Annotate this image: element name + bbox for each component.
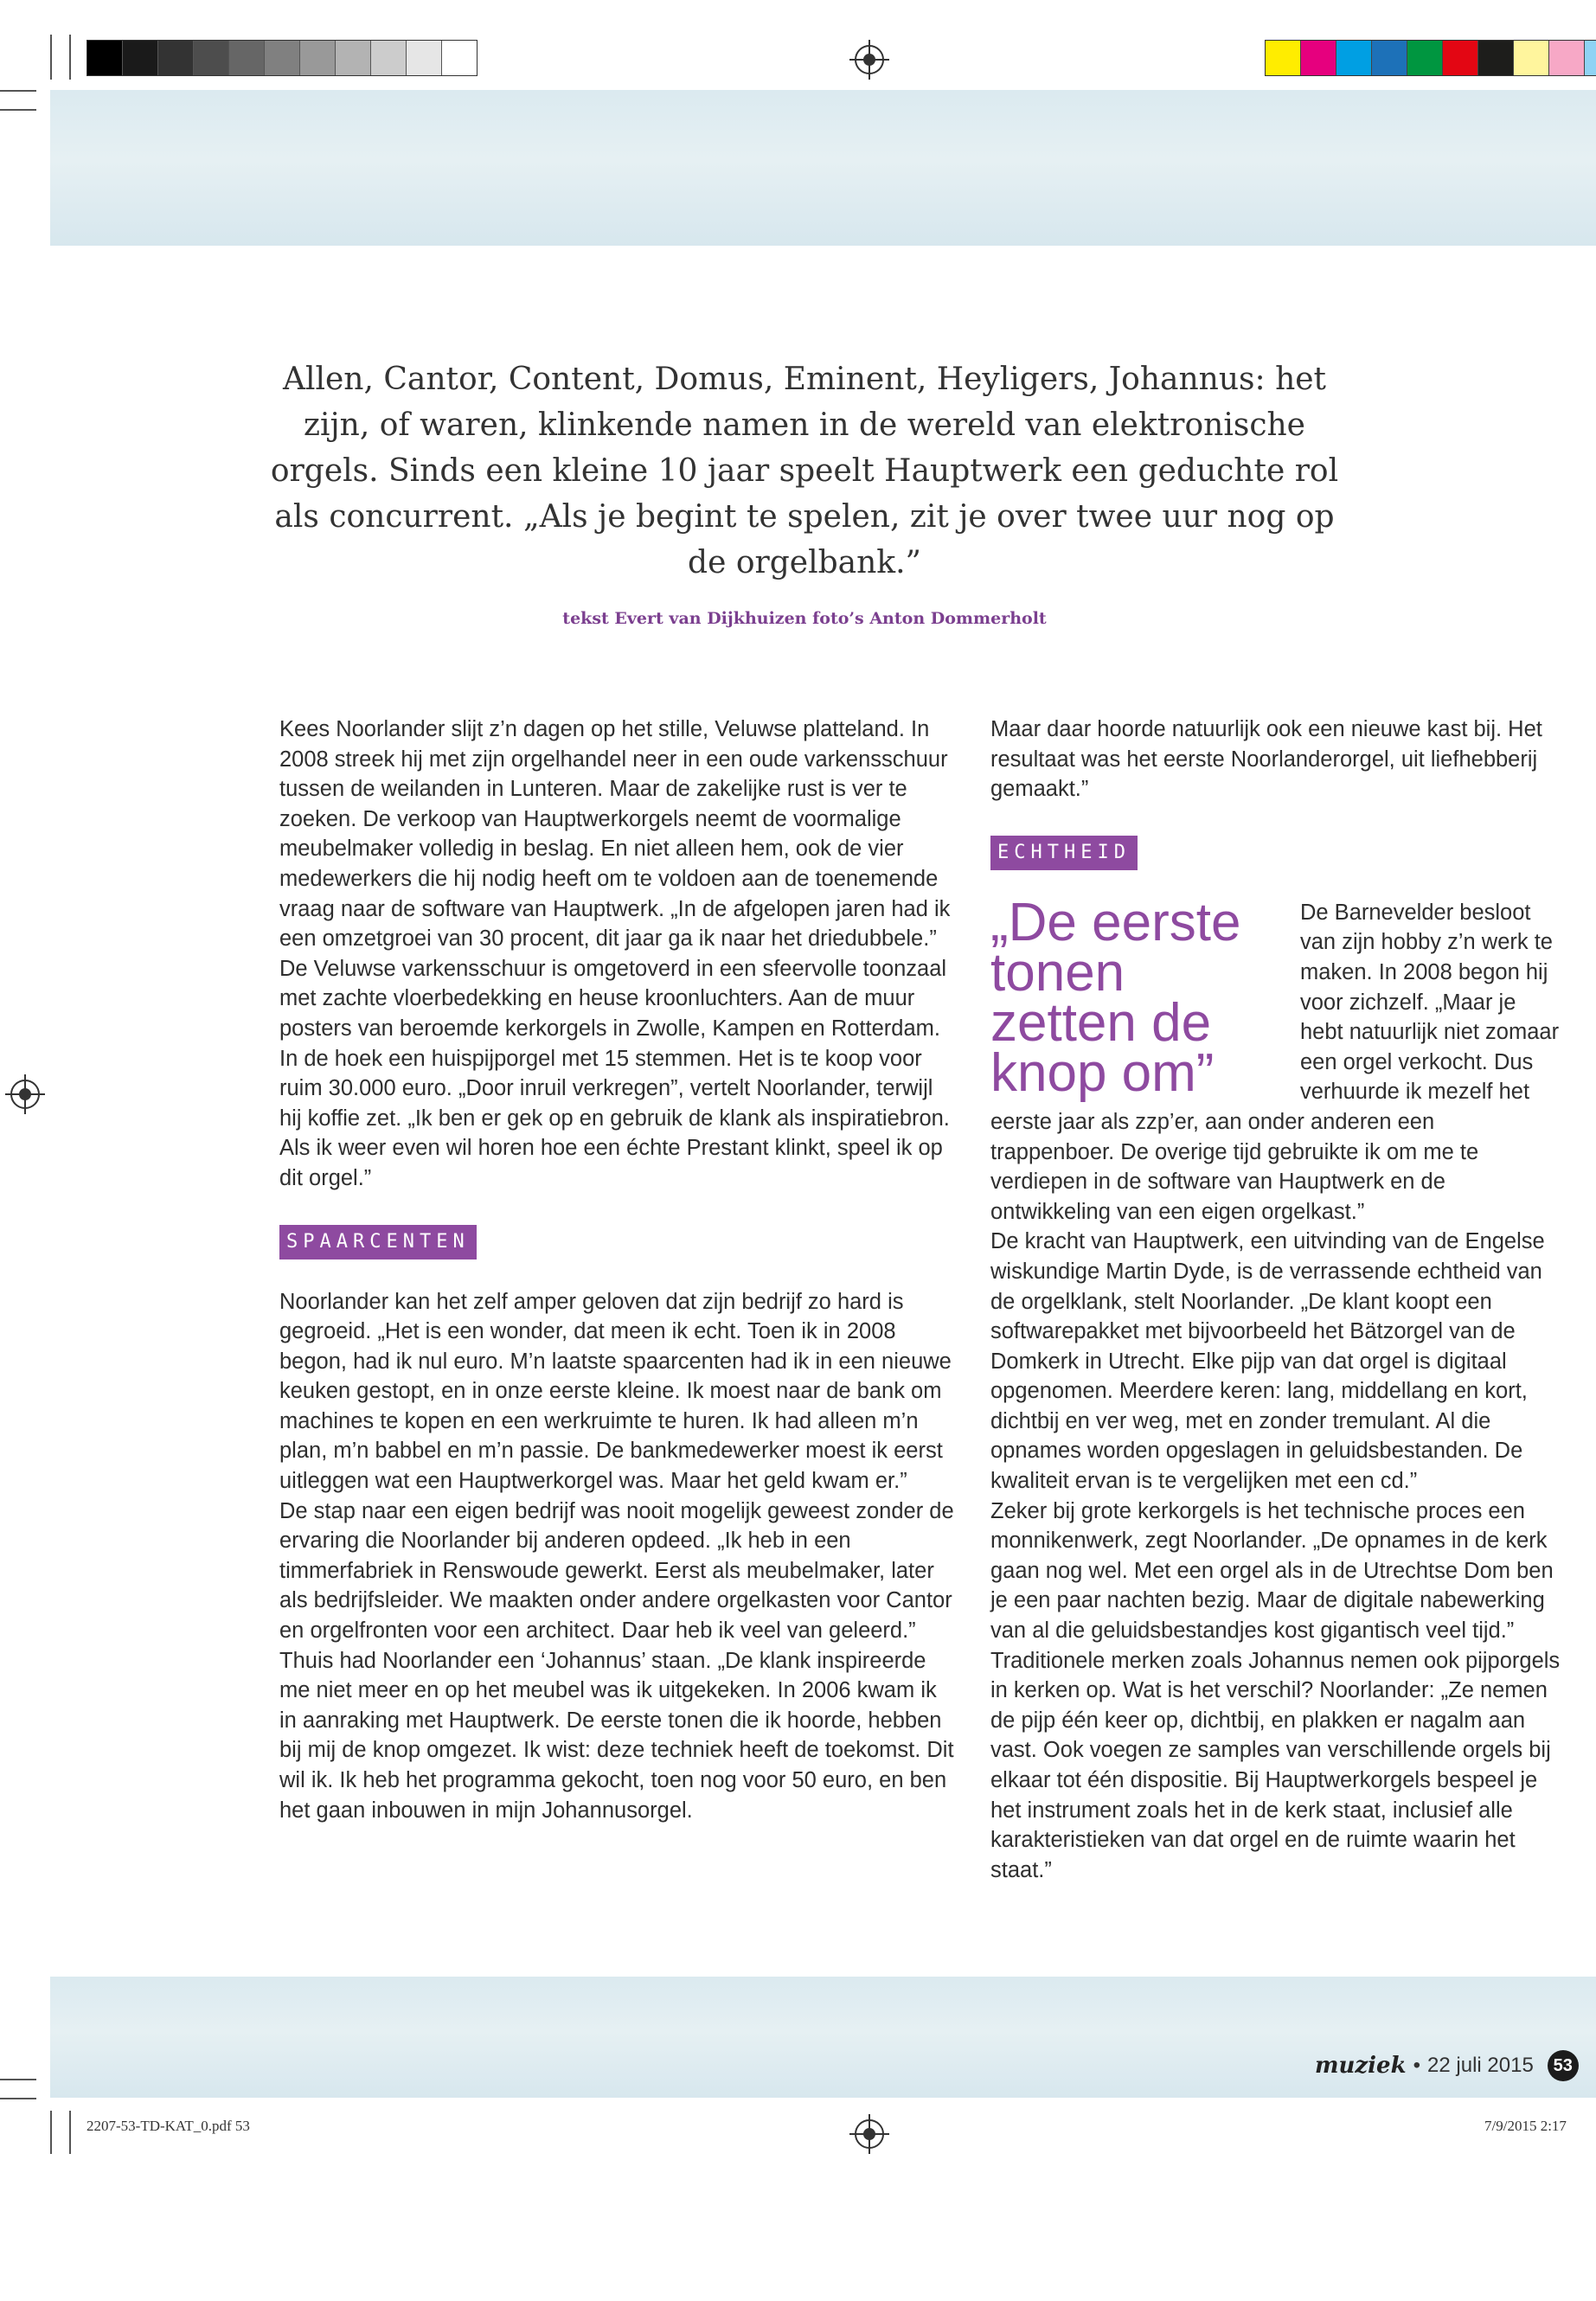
- paragraph: Noorlander kan het zelf amper geloven dat zijn bedrijf zo hard is gegroeid. „Het is een wonder, dat meen ik echt. Toen ik in 2008 begon, had ik nul euro. M’n laatste spaarcenten had ik in een nieuwe keuken gestopt, en in onze eerste kleine. Ik moest naar de bank om machines te kopen en een werkruimte te huren. Ik had alleen m’n plan, m’n babbel en m’n passie. De bankmedewerker moest ik eerst uitleggen wat een Hauptwerkorgel was. Maar het geld kwam er.”: [279, 1289, 952, 1494]
- grey-swatch: [265, 41, 300, 75]
- grey-swatch: [336, 41, 371, 75]
- grey-swatch: [158, 41, 194, 75]
- paragraph: De kracht van Hauptwerk, een uitvinding van de Engelse wiskundige Martin Dyde, is de verrassende echtheid van de orgelklank, stelt Noorlander. „De klant koopt een softwarepakket met bijvoorbeeld het Bätzorgel van de Domkerk in Utrecht. Elke pijp van dat orgel is digitaal opgenomen. Meerdere keren: lang, middellang en kort, dichtbij en ver weg, met en zonder tremulant. Al die opnames worden opgeslagen in geluidsbestanden. De kwaliteit ervan is te vergelijken met een cd.”: [990, 1229, 1545, 1494]
- color-swatch: [1443, 41, 1478, 75]
- grey-swatch: [371, 41, 407, 75]
- crop-mark: [0, 2079, 36, 2080]
- paragraph: Kees Noorlander slijt z’n dagen op het stille, Veluwse platteland. In 2008 streek hij met zijn orgelhandel neer in een oude varkensschuur tussen de weilanden in Lunteren. Maar de zakelijke rust is ver te zoeken. De verkoop van Hauptwerkorgels neemt de voormalige meubelmaker volledig in beslag. En niet alleen hem, ook de vier medewerkers die hij nodig heeft om te voldoen aan de toenemende vraag naar de software van Hauptwerk. „In de afgelopen jaren had ik een omzetgroei van 30 procent, dit jaar ga ik naar het driedubbele.”: [279, 717, 951, 952]
- crop-mark: [50, 35, 52, 80]
- color-swatch: [1514, 41, 1549, 75]
- paragraph: De Veluwse varkensschuur is omgetoverd in een sfeervolle toonzaal met zachte vloerbedekking en heuse kroonluchters. Aan de muur posters van beroemde kerkorgels in Zwolle, Kampen en Rotterdam. In de hoek een huispijporgel met 15 stemmen. Het is te koop voor ruim 30.000 euro. „Door inruil verkregen”, vertelt Noorlander, terwijl hij koffie zet. „Ik ben er gek op en gebruik de klank als inspiratiebron. Als ik weer even wil horen hoe een échte Prestant klinkt, speel ik op dit orgel.”: [279, 956, 950, 1190]
- registration-mark-icon: [10, 1080, 40, 1109]
- page-number: 53: [1548, 2050, 1579, 2081]
- color-swatch: [1478, 41, 1514, 75]
- print-slug-filename: 2207-53-TD-KAT_0.pdf 53: [87, 2118, 250, 2134]
- magazine-brand: muziek: [1315, 2053, 1407, 2079]
- crop-mark: [0, 2098, 36, 2099]
- section-heading-echtheid: ECHTHEID: [990, 836, 1138, 870]
- paragraph: Zeker bij grote kerkorgels is het technische proces een monnikenwerk, zegt Noorlander. „De opnames in de kerk gaan nog wel. Met een orgel als in de Utrechtse Dom ben je een paar nachten bezig. Maar de digitale nabewerking van al die geluidsbestandjes kost gigantisch veel tijd.”: [990, 1498, 1554, 1644]
- paragraph: Maar daar hoorde natuurlijk ook een nieuwe kast bij. Het resultaat was het eerste Noorlanderorgel, uit liefhebberij gemaakt.”: [990, 717, 1542, 802]
- issue-date: 22 juli 2015: [1427, 2054, 1534, 2077]
- grey-swatch: [87, 41, 123, 75]
- paragraph: Thuis had Noorlander een ‘Johannus’ staan. „De klank inspireerde me niet meer en op het meubel was ik uitgekeken. In 2006 kwam ik in aanraking met Hauptwerk. De eerste tonen die ik hoorde, hebben bij mij de knop omgezet. Ik wist: deze techniek heeft de toekomst. Dit wil ik. Ik heb het programma gekocht, toen nog voor 50 euro, en ben het gaan inbouwen in mijn Johannusorgel.: [279, 1648, 954, 1823]
- registration-mark-icon: [855, 2119, 884, 2149]
- grey-swatch: [407, 41, 442, 75]
- print-slug-timestamp: 7/9/2015 2:17: [1484, 2118, 1567, 2134]
- registration-mark-icon: [855, 45, 884, 74]
- color-swatch: [1372, 41, 1407, 75]
- color-swatch: [1336, 41, 1372, 75]
- article-column-left: [279, 715, 954, 1825]
- color-swatch: [1549, 41, 1585, 75]
- byline-credit: tekst Evert van Dijkhuizen foto’s Anton Dommerholt: [562, 609, 1047, 628]
- paragraph-with-pullquote: [990, 892, 1561, 1227]
- crop-mark: [0, 109, 36, 111]
- section-heading-spaarcenten: SPAARCENTEN: [279, 1225, 477, 1259]
- grey-calibration-bar: [87, 40, 478, 76]
- paragraph: De stap naar een eigen bedrijf was nooit mogelijk geweest zonder de ervaring die Noorlander bij anderen opdeed. „Ik heb in een timmerfabriek in Renswoude gewerkt. Eerst als meubelmaker, later als bedrijfsleider. We maakten onder andere orgelkasten voor Cantor en orgelfronten voor een architect. Daar heb ik veel van geleerd.”: [279, 1498, 954, 1644]
- grey-swatch: [229, 41, 265, 75]
- crop-mark: [50, 2111, 52, 2154]
- color-swatch: [1301, 41, 1336, 75]
- color-calibration-bar: [1265, 40, 1596, 76]
- grey-swatch: [442, 41, 477, 75]
- color-swatch: [1585, 41, 1596, 75]
- article-column-right: [990, 715, 1561, 1885]
- pull-quote: „De eerste tonen zetten de knop om”: [990, 892, 1241, 1103]
- crop-mark: [69, 35, 71, 80]
- paragraph-text: De Barnevelder besloot van zijn hobby z’n werk te maken. In 2008 begon hij voor zichzelf. „Maar je hebt natuurlijk niet zomaar een orgel verkocht. Dus verhuurde ik mezelf het eerste jaar als zzp’er, aan onder anderen een trappenboer. De overige tijd gebruikte ik om me te verdiepen in de software van Hauptwerk en de ontwikkeling van een eigen orgelkast.”: [990, 900, 1560, 1224]
- grey-swatch: [123, 41, 158, 75]
- color-swatch: [1407, 41, 1443, 75]
- crop-mark: [69, 2111, 71, 2154]
- intro-lead: Allen, Cantor, Content, Domus, Eminent, Heyligers, Johannus: het zijn, of waren, klinkende namen in de wereld van elektronische orgels. Sinds een kleine 10 jaar speelt Hauptwerk een geduchte rol als concurrent. „Als je begint te spelen, zit je over twee uur nog op de orgelbank.”: [270, 362, 1339, 580]
- paragraph: Traditionele merken zoals Johannus nemen ook pijporgels in kerken op. Wat is het verschil? Noorlander: „Ze nemen de pijp één keer op, dichtbij, en plakken er nagalm aan vast. Ook voegen ze samples van verschillende orgels bij elkaar tot één dispositie. Bij Hauptwerkorgels bespeel je het instrument zoals het in de kerk staat, inclusief alle karakteristieken van dat orgel en de ruimte waarin het staat.”: [990, 1648, 1561, 1882]
- color-swatch: [1266, 41, 1301, 75]
- grey-swatch: [300, 41, 336, 75]
- top-decorative-band: [50, 90, 1596, 246]
- crop-mark: [0, 90, 36, 92]
- page-footer: [1315, 2050, 1579, 2081]
- footer-separator: •: [1413, 2054, 1421, 2077]
- grey-swatch: [194, 41, 229, 75]
